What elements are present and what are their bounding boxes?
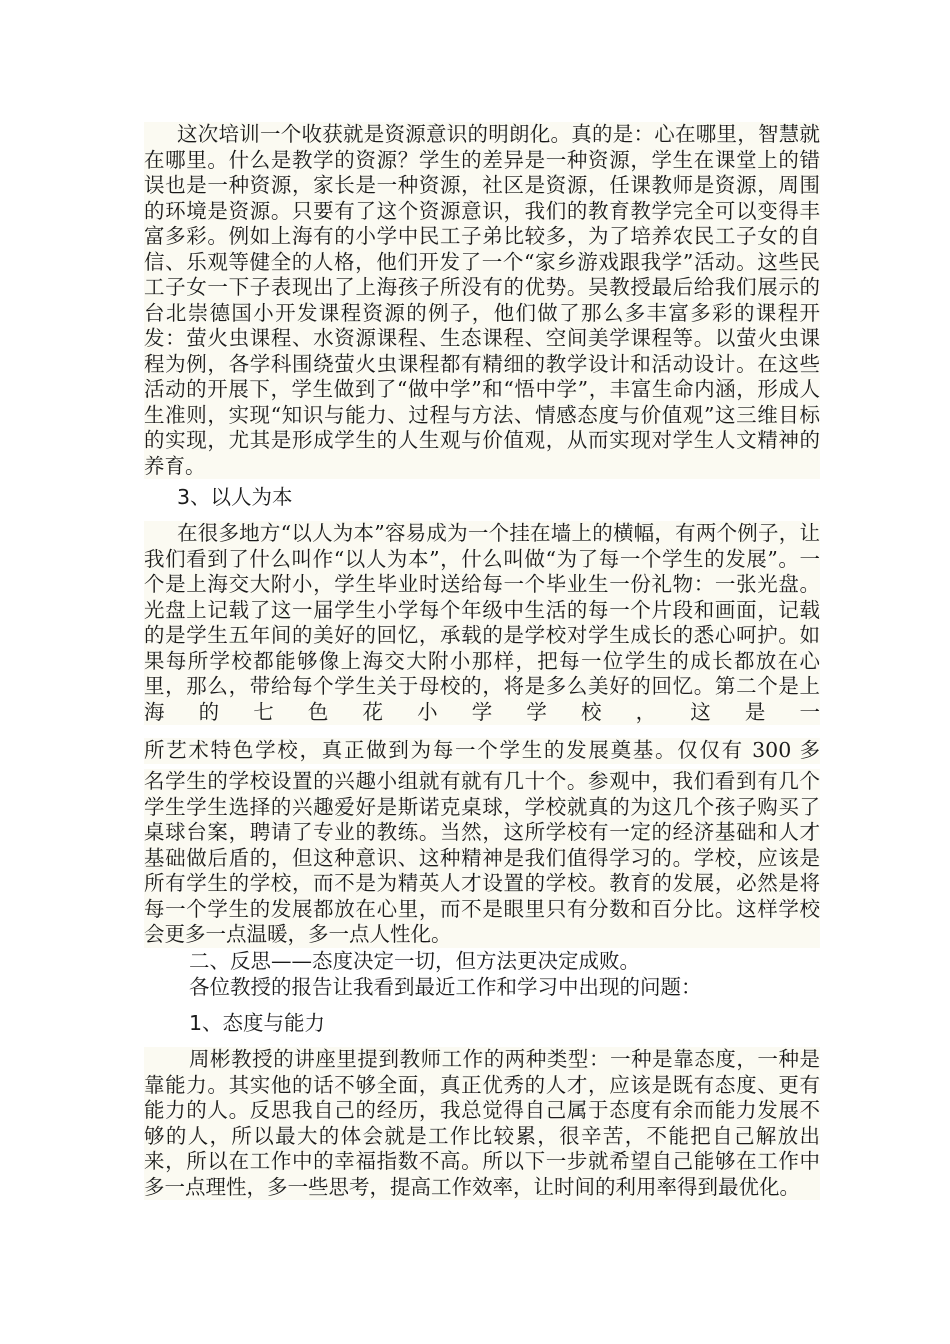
heading-attitude-ability: 1、态度与能力 [189, 1011, 326, 1035]
heading-people-oriented: 3、以人为本 [177, 485, 293, 509]
paragraph-attitude-ability [144, 1047, 820, 1200]
paragraph-line-300: 所艺术特色学校，真正做到为每一个学生的发展奠基。仅仅有 300 多 [144, 738, 820, 762]
paragraph-text: 在很多地方“以人为本”容易成为一个挂在墙上的横幅，有两个例子，让我们看到了什么叫作“以人为本”，什么叫做“为了每一个学生的发展”。一个是上海交大附小，学生毕业时送给每一个毕业生一份礼物：一张光盘。光盘上记载了这一届学生小学每个年级中生活的每一个片段和画面，记载的是学生五年间的美好的回忆，承载的是学校对学生成长的悉心呵护。如果每所学校都能够像上海交大附小那样，把每一位学生的成长都放在心里，那么，带给每个学生关于母校的，将是多么美好的回忆。第二个是上海的七色花小学学校，这是一 [144, 521, 820, 724]
paragraph-people-oriented [144, 521, 820, 725]
section-intro-text: 各位教授的报告让我看到最近工作和学习中出现的问题： [189, 975, 702, 999]
paragraph-text: 周彬教授的讲座里提到教师工作的两种类型：一种是靠态度，一种是靠能力。其实他的话不够全面，真正优秀的人才，应该是既有态度、更有能力的人。反思我自己的经历，我总觉得自己属于态度有余而能力发展不够的人，所以最大的体会就是工作比较累，很辛苦，不能把自己解放出来，所以在工作中的幸福指数不高。所以下一步就希望自己能够在工作中多一点理性，多一些思考，提高工作效率，让时间的利用率得到最优化。 [144, 1047, 820, 1199]
paragraph-text: 这次培训一个收获就是资源意识的明朗化。真的是：心在哪里，智慧就在哪里。什么是教学的资源？学生的差异是一种资源，学生在课堂上的错误也是一种资源，家长是一种资源，社区是资源，任课教师是资源，周围的环境是资源。只要有了这个资源意识，我们的教育教学完全可以变得丰富多彩。例如上海有的小学中民工子弟比较多，为了培养农民工子女的自信、乐观等健全的人格，他们开发了一个“家乡游戏跟我学”活动。这些民工子女一下子表现出了上海孩子所没有的优势。吴教授最后给我们展示的台北崇德国小开发课程资源的例子，他们做了那么多丰富多彩的课程开发：萤火虫课程、水资源课程、生态课程、空间美学课程等。以萤火虫课程为例，各学科围绕萤火虫课程都有精细的教学设计和活动设计。在这些活动的开展下，学生做到了“做中学”和“悟中学”，丰富生命内涵，形成人生准则，实现“知识与能力、过程与方法、情感态度与价值观”这三维目标的实现，尤其是形成学生的人生观与价值观，从而实现对学生人文精神的养育。 [144, 122, 820, 478]
paragraph-resource-awareness [144, 122, 820, 479]
paragraph-text: 名学生的学校设置的兴趣小组就有就有几十个。参观中，我们看到有几个学生学生选择的兴趣爱好是斯诺克桌球，学校就真的为这几个孩子购买了桌球台案，聘请了专业的教练。当然，这所学校有一定的经济基础和人才基础做后盾的，但这种意识、这种精神是我们值得学习的。学校，应该是所有学生的学校，而不是为精英人才设置的学校。教育的发展，必然是将每一个学生的发展都放在心里，而不是眼里只有分数和百分比。这样学校会更多一点温暖，多一点人性化。 [144, 769, 820, 946]
paragraph-interest-groups [144, 769, 820, 948]
section-heading-reflection: 二、反思——态度决定一切，但方法更决定成败。 [189, 949, 640, 973]
